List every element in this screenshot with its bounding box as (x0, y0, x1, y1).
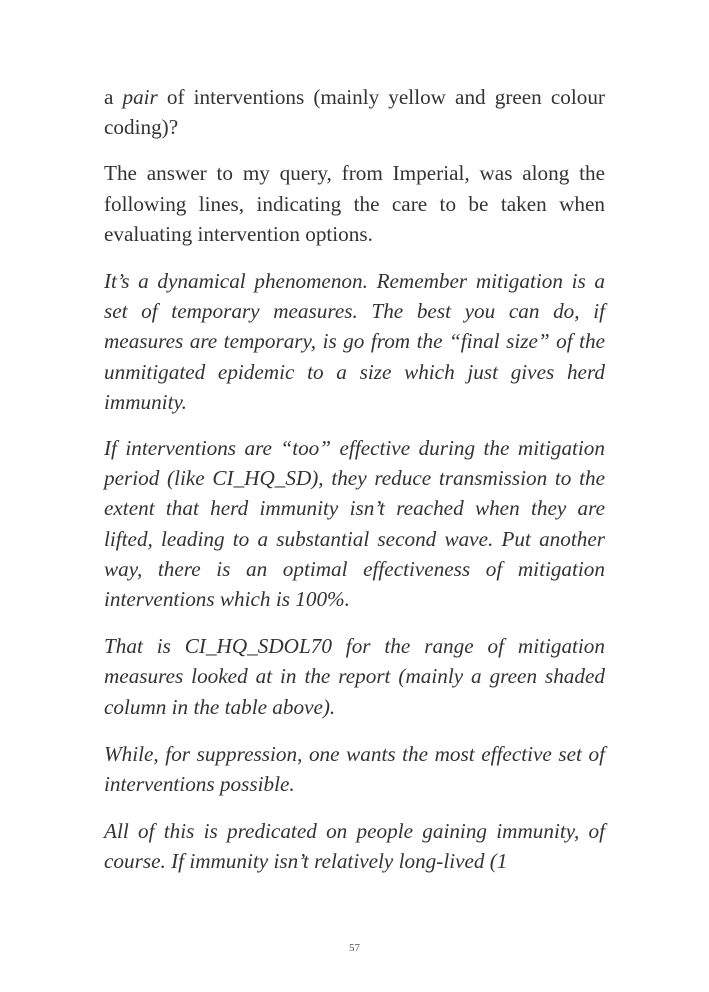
quote-paragraph-2: If interventions are “too” effective during the mitigation period (like CI_HQ_SD), they reduce transmission to the extent that herd immunity isn’t reached when they are lifted, leading to a substantial second wave. Put another way, there is an optimal effectiveness of mitigation interventions which is 100%. (104, 436, 605, 612)
quote-paragraph-1: It’s a dynamical phenomenon. Remember mitigation is a set of temporary measures. The best you can do, if measures are temporary, is go from the “final size” of the unmitigated epidemic to a size which just gives herd immunity. (104, 269, 605, 414)
paragraph-1-lead: a (104, 85, 123, 109)
quote-paragraph-3: That is CI_HQ_SDOL70 for the range of mitigation measures looked at in the report (mainly a green shaded column in the table above). (104, 634, 605, 719)
quote-paragraph-5: All of this is predicated on people gaining immunity, of course. If immunity isn’t relatively long-lived (1 (104, 819, 605, 874)
quote-paragraph-4: While, for suppression, one wants the most effective set of interventions possible. (104, 741, 605, 797)
paragraph-2: The answer to my query, from Imperial, was along the following lines, indicating the care to be taken when evaluating intervention options. (104, 161, 605, 246)
body-text (104, 82, 605, 894)
paragraph-1-rest: of interventions (mainly yellow and green colour coding)? (104, 85, 605, 140)
paragraph-1 (104, 82, 605, 142)
page-number: 57 (349, 942, 360, 954)
paragraph-1-emphasis: pair (122, 85, 158, 109)
